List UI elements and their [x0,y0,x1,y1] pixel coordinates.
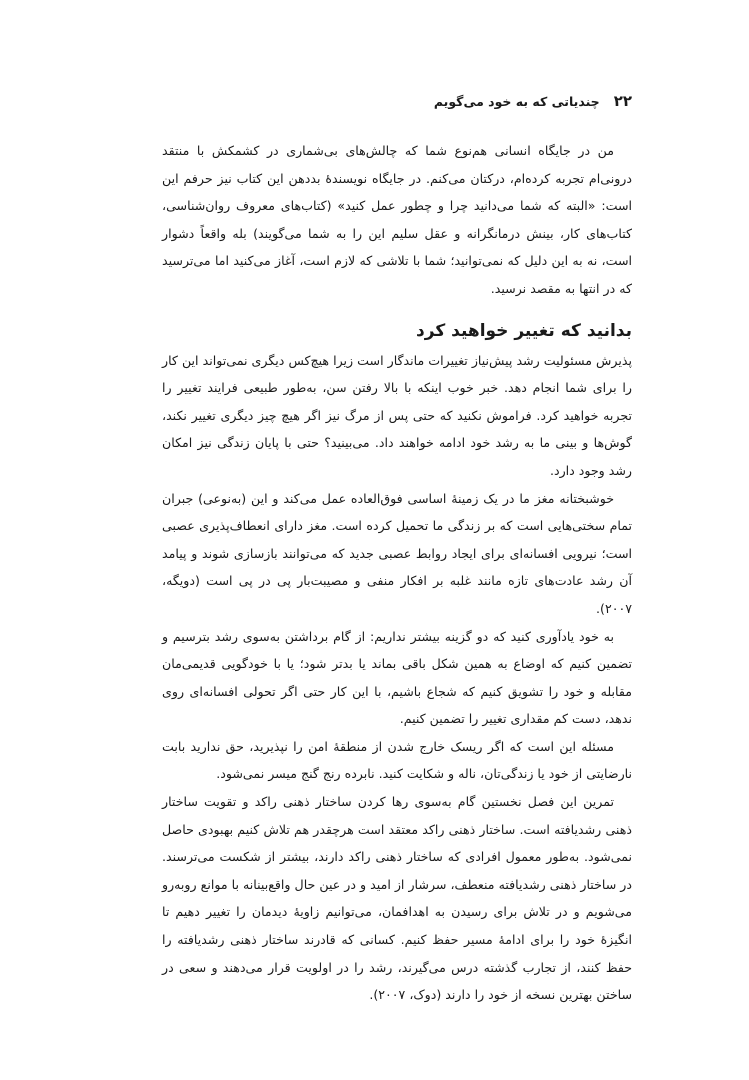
paragraph: پذیرش مسئولیت رشد پیش‌نیاز تغییرات ماندگار است زیرا هیچ‌کس دیگری نمی‌تواند این کار را برای شما انجام دهد. خبر خوب اینکه با بالا رفتن سن، به‌طور طبیعی فرایند تغییر را تجربه خواهید کرد. فراموش نکنید که حتی پس از مرگ نیز اگر هیچ چیز دیگری تغییر نکند، گوش‌ها و بینی ما به رشد خود ادامه خواهند داد. می‌بینید؟ حتی با پایان زندگی نیز امکان رشد وجود دارد. [162,352,632,478]
paragraph: تمرین این فصل نخستین گام به‌سوی رها کردن ساختار ذهنی راکد و تقویت ساختار ذهنی رشدیافته است. ساختار ذهنی راکد معتقد است هرچقدر هم تلاش کنیم بهبودی حاصل نمی‌شود. به‌طور معمول افرادی که ساختار ذهنی راکد دارند، بیشتر از شکست می‌ترسند. در ساختار ذهنی رشدیافته منعطف، سرشار از امید و در عین حال واقع‌بینانه با موانع روبه‌رو می‌شویم و در تلاش برای رسیدن به اهدافمان، می‌توانیم زاویهٔ دیدمان را تغییر دهیم تا انگیزهٔ خود را برای ادامهٔ مسیر حفظ کنیم. کسانی که قادرند ساختار ذهنی رشدیافته را حفظ کنند، از تجارب گذشته درس می‌گیرند، رشد را در اولویت قرار می‌دهند و سعی در ساختن بهترین نسخه از خود را دارند (دوک، ۲۰۰۷). [162,794,632,1003]
page-header [162,92,632,110]
running-title: چندیاتی که به خود می‌گویم [433,94,600,109]
page-body [162,137,632,1009]
section-heading: بدانید که تغییر خواهید کرد [416,320,632,341]
paragraph: من در جایگاه انسانی هم‌نوع شما که چالش‌های بی‌شماری در کشمکش با منتقد درونی‌ام تجربه کرده‌ام، درکتان می‌کنم. در جایگاه نویسندهٔ بددهن این کتاب نیز حرفم این است: «البته که شما می‌دانید چرا و چطور عمل کنید» (کتاب‌های معروف روان‌شناسی، کتاب‌های کار، بینش درمانگرانه و عقل سلیم این را به شما می‌گویند) بله واقعاً دشوار است، نه به این دلیل که نمی‌توانید؛ شما با تلاشی که لازم است، آغاز می‌کنید اما می‌ترسید که در انتها به مقصد نرسید. [162,143,632,296]
paragraph: خوشبختانه مغز ما در یک زمینهٔ اساسی فوق‌العاده عمل می‌کند و این (به‌نوعی) جبران تمام سختی‌هایی است که بر زندگی ما تحمیل کرده است. مغز دارای انعطاف‌پذیری عصبی است؛ نیرویی افسانه‌ای برای ایجاد روابط عصبی جدید که می‌توانند بازسازی شوند و پیامد آن رشد عادت‌های تازه مانند غلبه بر افکار منفی و مصیبت‌بار پی در پی است (دویگه، ۲۰۰۷). [162,490,632,616]
page-number: ۲۲ [613,92,632,110]
paragraph: مسئله این است که اگر ریسک خارج شدن از منطقهٔ امن را نپذیرید، حق ندارید بابت نارضایتی از خود یا زندگی‌تان، ناله و شکایت کنید. نابرده رنج گنج میسر نمی‌شود. [162,738,632,782]
paragraph: به خود یادآوری کنید که دو گزینه بیشتر نداریم: از گام برداشتن به‌سوی رشد بترسیم و تضمین کنیم که اوضاع به همین شکل باقی بماند یا بدتر شود؛ یا با خودگویی قدیمی‌مان مقابله و خود را تشویق کنیم که شجاع باشیم، با این کار حتی اگر تحولی افسانه‌ای روی ندهد، دست کم مقداری تغییر را تضمین کنیم. [162,628,632,727]
